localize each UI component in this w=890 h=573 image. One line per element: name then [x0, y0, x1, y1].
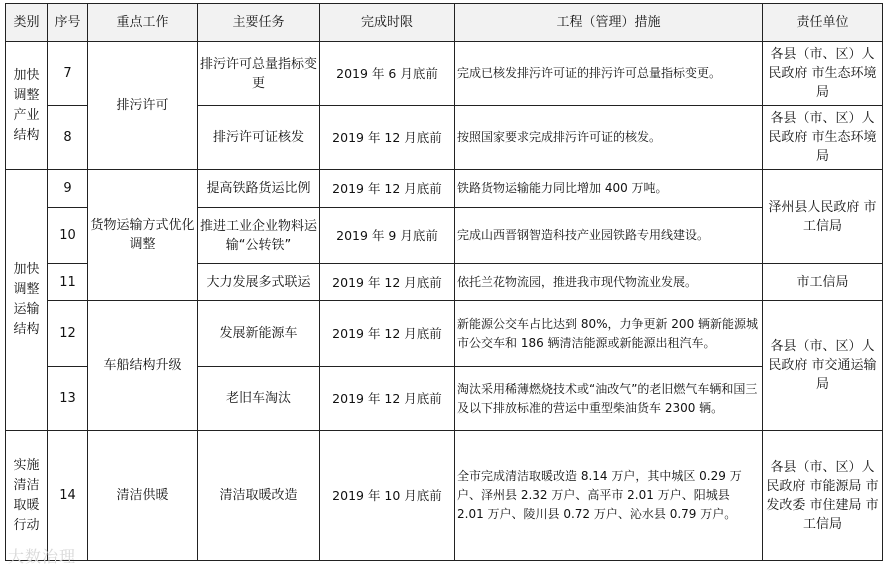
- measure-cell: 新能源公交车占比达到 80%，力争更新 200 辆新能源城市公交车和 186 辆清洁能源或新能源出租汽车。: [455, 301, 763, 367]
- deadline-cell: 2019 年 12 月底前: [320, 301, 455, 367]
- key-work-cell: 货物运输方式优化调整: [88, 170, 198, 301]
- task-cell: 老旧车淘汰: [198, 367, 320, 431]
- deadline-cell: 2019 年 12 月底前: [320, 367, 455, 431]
- deadline-cell: 2019 年 9 月底前: [320, 208, 455, 264]
- plan-table: [5, 3, 883, 561]
- task-cell: 大力发展多式联运: [198, 264, 320, 301]
- task-cell: 排污许可证核发: [198, 106, 320, 170]
- row-number: 9: [48, 170, 88, 208]
- unit-cell: 各县（市、区）人民政府 市生态环境局: [763, 106, 883, 170]
- unit-cell: 各县（市、区）人民政府 市交通运输局: [763, 301, 883, 431]
- unit-cell: 泽州县人民政府 市工信局: [763, 170, 883, 264]
- task-cell: 排污许可总量指标变更: [198, 42, 320, 106]
- task-cell: 发展新能源车: [198, 301, 320, 367]
- unit-cell: 各县（市、区）人民政府 市生态环境局: [763, 42, 883, 106]
- table-row: [6, 431, 883, 561]
- task-cell: 推进工业企业物料运输“公转铁”: [198, 208, 320, 264]
- header-responsible-unit: 责任单位: [763, 4, 883, 42]
- row-number: 14: [48, 431, 88, 561]
- table-header-row: [6, 4, 883, 42]
- row-number: 11: [48, 264, 88, 301]
- measure-cell: 完成山西晋钢智造科技产业园铁路专用线建设。: [455, 208, 763, 264]
- measure-cell: 全市完成清洁取暖改造 8.14 万户，其中城区 0.29 万户、泽州县 2.32 万户、高平市 2.01 万户、阳城县 2.01 万户、陵川县 0.72 万户、沁水县 0.79 万户。: [455, 431, 763, 561]
- measure-cell: 依托兰花物流园，推进我市现代物流业发展。: [455, 264, 763, 301]
- category-cell: 实施清洁取暖行动: [6, 431, 48, 561]
- row-number: 7: [48, 42, 88, 106]
- header-category: 类别: [6, 4, 48, 42]
- task-cell: 清洁取暖改造: [198, 431, 320, 561]
- deadline-cell: 2019 年 12 月底前: [320, 264, 455, 301]
- table-row: [6, 301, 883, 367]
- measure-cell: 按照国家要求完成排污许可证的核发。: [455, 106, 763, 170]
- row-number: 10: [48, 208, 88, 264]
- header-main-task: 主要任务: [198, 4, 320, 42]
- key-work-cell: 清洁供暖: [88, 431, 198, 561]
- table-row: [6, 42, 883, 106]
- measure-cell: 完成已核发排污许可证的排污许可总量指标变更。: [455, 42, 763, 106]
- task-cell: 提高铁路货运比例: [198, 170, 320, 208]
- key-work-cell: 排污许可: [88, 42, 198, 170]
- watermark: 大数治理: [8, 547, 77, 566]
- row-number: 12: [48, 301, 88, 367]
- header-number: 序号: [48, 4, 88, 42]
- deadline-cell: 2019 年 12 月底前: [320, 170, 455, 208]
- unit-cell: 各县（市、区）人民政府 市能源局 市发改委 市住建局 市工信局: [763, 431, 883, 561]
- unit-cell: 市工信局: [763, 264, 883, 301]
- deadline-cell: 2019 年 12 月底前: [320, 106, 455, 170]
- table-row: [6, 170, 883, 208]
- header-deadline: 完成时限: [320, 4, 455, 42]
- header-key-work: 重点工作: [88, 4, 198, 42]
- category-cell: 加快调整产业结构: [6, 42, 48, 170]
- category-cell: 加快调整运输结构: [6, 170, 48, 431]
- header-measures: 工程（管理）措施: [455, 4, 763, 42]
- key-work-cell: 车船结构升级: [88, 301, 198, 431]
- measure-cell: 铁路货物运输能力同比增加 400 万吨。: [455, 170, 763, 208]
- measure-cell: 淘汰采用稀薄燃烧技术或“油改气”的老旧燃气车辆和国三及以下排放标准的营运中重型柴油货车 2300 辆。: [455, 367, 763, 431]
- deadline-cell: 2019 年 10 月底前: [320, 431, 455, 561]
- deadline-cell: 2019 年 6 月底前: [320, 42, 455, 106]
- row-number: 8: [48, 106, 88, 170]
- row-number: 13: [48, 367, 88, 431]
